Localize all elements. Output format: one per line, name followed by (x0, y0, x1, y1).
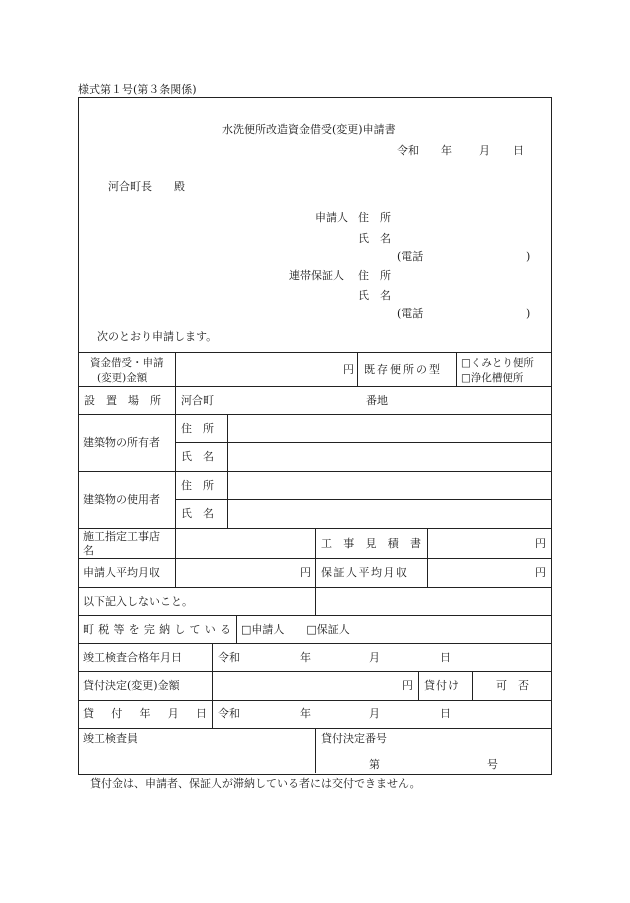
estimate-label: 工 事 見 積 書 (321, 537, 421, 550)
location-label: 設置場所 (84, 394, 172, 407)
addressee: 河合町長 殿 (108, 180, 185, 193)
owner-address-label: 住 所 (181, 422, 214, 435)
user-name-label: 氏 名 (181, 507, 214, 520)
decision-number-suffix: 号 (487, 758, 498, 771)
loan-amount-label-2: (変更)金額 (97, 372, 148, 384)
inspection-era: 令和 (218, 651, 240, 664)
office-use-note: 以下記入しないこと。 (83, 595, 193, 608)
guarantor-role: 連帯保証人 (289, 269, 344, 282)
loan-date-year: 年 (300, 707, 311, 720)
inspection-year: 年 (300, 651, 311, 664)
guarantor-income-yen: 円 (535, 566, 546, 579)
intro-text: 次のとおり申請します。 (97, 330, 218, 343)
date-year: 年 (441, 144, 452, 157)
decision-number-label: 貸付決定番号 (321, 732, 387, 745)
form-label: 様式第１号(第３条関係) (78, 83, 197, 96)
guarantor-income-label: 保証人平均月収 (321, 566, 409, 579)
location-banchi: 番地 (366, 394, 388, 407)
loan-amount-yen: 円 (343, 363, 354, 376)
inspection-month: 月 (369, 651, 380, 664)
date-day: 日 (513, 144, 524, 157)
loan-date-label: 貸 付 年 月 日 (83, 707, 207, 720)
owner-name-label: 氏 名 (181, 450, 214, 463)
user-address-label: 住 所 (181, 479, 214, 492)
loan-decision-yen: 円 (402, 679, 413, 692)
guarantor-phone-close: ) (526, 307, 531, 320)
applicant-phone-close: ) (526, 250, 531, 263)
user-label: 建築物の使用者 (83, 493, 160, 506)
applicant-income-yen: 円 (300, 566, 311, 579)
loan-amount-label-1: 資金借受・申請 (90, 357, 164, 369)
decision-number-prefix: 第 (369, 758, 380, 771)
loan-date-month: 月 (369, 707, 380, 720)
tax-paid-label: 町 税 等 を 完 納 し て い る (83, 623, 231, 636)
loan-date-day: 日 (440, 707, 451, 720)
owner-label: 建築物の所有者 (83, 436, 160, 449)
estimate-yen: 円 (535, 537, 546, 550)
footnote: 貸付金は、申請者、保証人が滞納している者には交付できません。 (90, 777, 421, 790)
toilet-option-kumitori[interactable]: □くみとり便所 (461, 357, 534, 369)
date-era: 令和 (397, 144, 419, 157)
contractor-label-2: 名 (83, 544, 94, 557)
toilet-option-septic[interactable]: □浄化槽便所 (461, 372, 524, 384)
guarantor-name-label: 氏 名 (358, 289, 391, 302)
tax-paid-options[interactable]: □申請人 □保証人 (241, 623, 350, 636)
inspector-label: 竣工検査員 (83, 732, 138, 745)
guarantor-address-label: 住 所 (358, 269, 391, 282)
applicant-role: 申請人 (315, 211, 348, 224)
loan-flag-label: 貸付け (424, 679, 460, 692)
applicant-phone-open: (電話 (397, 250, 424, 263)
applicant-address-label: 住 所 (358, 211, 391, 224)
guarantor-phone-open: (電話 (397, 307, 424, 320)
form-title: 水洗便所改造資金借受(変更)申請書 (222, 123, 396, 136)
applicant-name-label: 氏 名 (358, 232, 391, 245)
loan-flag-options[interactable]: 可 否 (496, 679, 529, 692)
loan-date-era: 令和 (218, 707, 240, 720)
applicant-income-label: 申請人平均月収 (83, 566, 160, 579)
inspection-day: 日 (440, 651, 451, 664)
date-month: 月 (479, 144, 490, 157)
toilet-type-label: 既存便所の型 (364, 363, 442, 376)
inspection-date-label: 竣工検査合格年月日 (83, 651, 182, 664)
contractor-label-1: 施工指定工事店 (83, 530, 160, 543)
location-town: 河合町 (181, 394, 214, 407)
loan-decision-label: 貸付決定(変更)金額 (83, 679, 180, 692)
